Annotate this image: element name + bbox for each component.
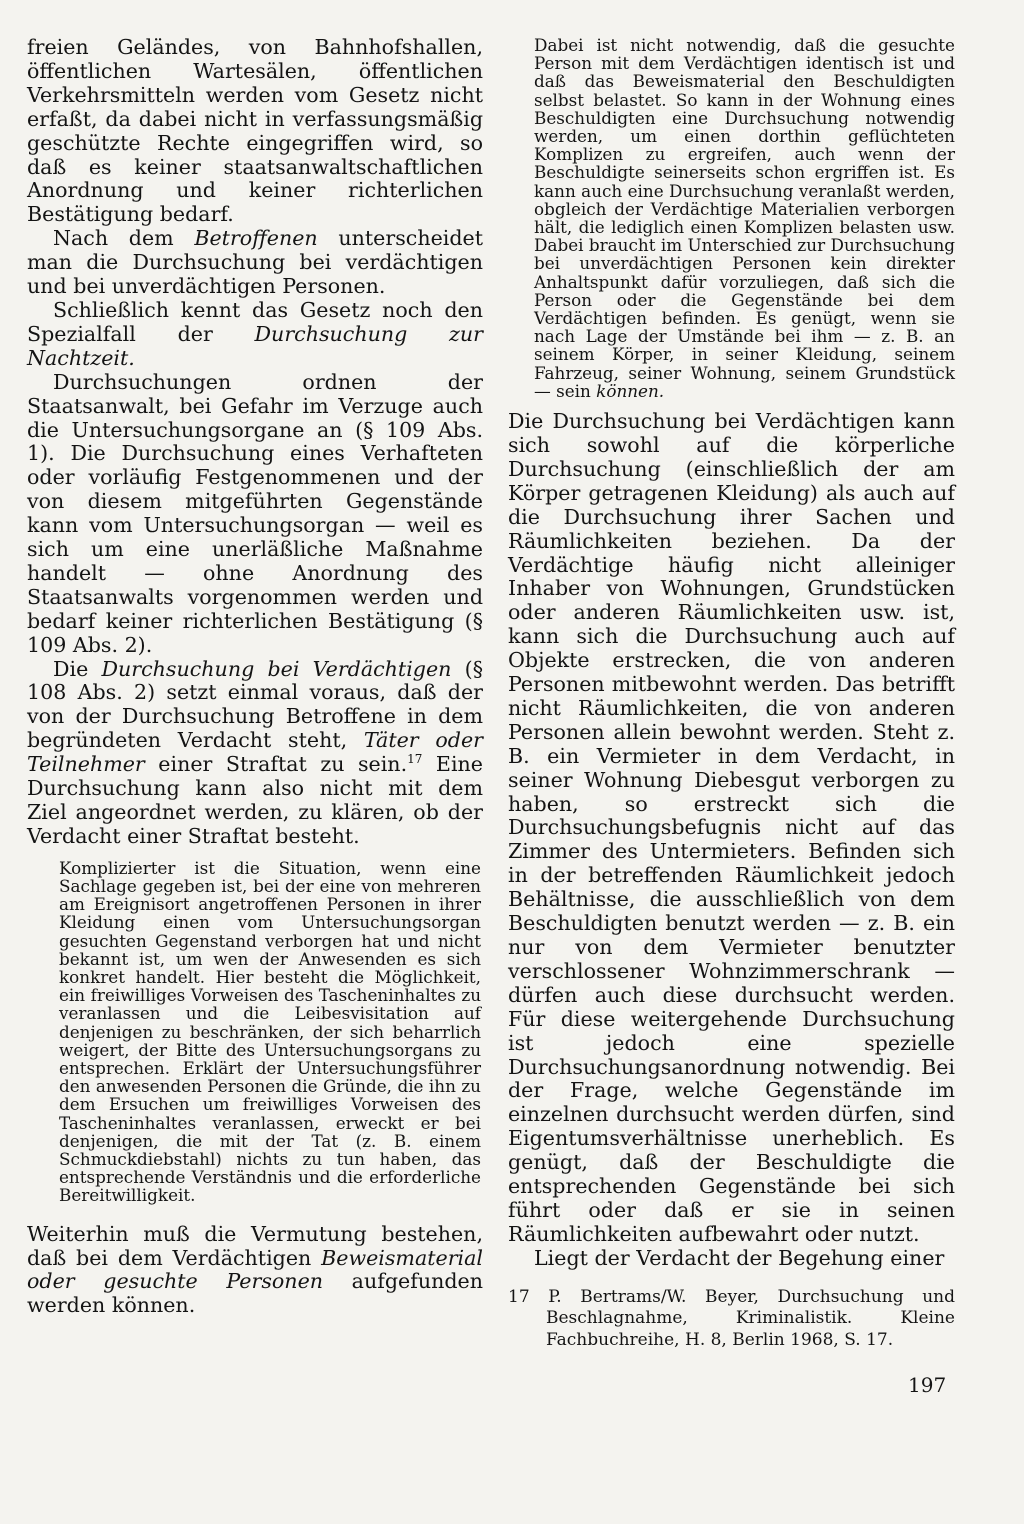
text-run: Die (53, 656, 102, 681)
text-run: (§ 108 Abs. 2) setzt einmal voraus, daß der von der Durchsuchung Betroffene in dem begründeten Verdacht steht, (27, 656, 483, 753)
page-number: 197 (908, 1373, 947, 1397)
right-column (508, 36, 955, 1352)
paragraph (27, 1223, 483, 1319)
text-run: Dabei ist nicht notwendig, daß die gesuchte Person mit dem Verdächtigen identisch ist und daß das Beweismaterial den Beschuldigten selbst belastet. So kann in der Wohnung eines Beschuldigten eine Durchsuchung notwendig werden, um einen dorthin geflüchteten Komplizen zu ergreifen, auch wenn der Beschuldigte seinerseits schon ergriffen ist. Es kann auch eine Durchsuchung veranlaßt werden, obgleich der Verdächtige Materialien verborgen hält, die lediglich einen Komplizen belasten usw. Dabei braucht im Unterschied zur Durchsuchung bei unverdächtigen Personen kein direkter Anhaltspunkt dafür vorzuliegen, daß sich die Person oder die Gegenstände bei dem Verdächtigen befinden. Es genügt, wenn sie nach Lage der Umstände bei ihm — z. B. an seinem Körper, in seiner Kleidung, seinem Fahrzeug, seiner Wohnung, seinem Grundstück — sein (534, 35, 955, 401)
paragraph (27, 227, 483, 299)
text-run: Schließlich kennt das Gesetz noch den Spezialfall der (27, 297, 483, 346)
emphasis: Täter oder Teilnehmer (27, 728, 483, 777)
paragraph: Die Durchsuchung bei Verdächtigen kann sich sowohl auf die körperliche Durchsuchung (einschließlich der am Körper getragenen Kleidung) als auch auf die Durchsuchung ihrer Sachen und Räumlichkeiten beziehen. Da der Verdächtige häufig nicht alleiniger Inhaber von Wohnungen, Grundstücken oder anderen Räumlichkeiten usw. ist, kann sich die Durchsuchung auch auf Objekte erstrecken, die von anderen Personen mitbewohnt werden. Das betrifft nicht Räumlichkeiten, die von anderen Personen allein bewohnt werden. Steht z. B. ein Vermieter in dem Verdacht, in seiner Wohnung Diebesgut verborgen zu haben, so erstreckt sich die Durchsuchungsbefugnis nicht auf das Zimmer des Untermieters. Befinden sich in der betreffenden Räumlichkeit jedoch Behältnisse, die ausschließlich von dem Beschuldigten benutzt werden — z. B. ein nur von dem Vermieter benutzter verschlossener Wohnzimmerschrank — dürfen auch diese durchsucht werden. Für diese weitergehende Durchsuchung ist jedoch eine spezielle Durchsuchungsanordnung notwendig. Bei der Frage, welche Gegenstände im einzelnen durchsucht werden dürfen, sind Eigentumsverhältnisse unerheblich. Es genügt, daß der Beschuldigte die entsprechenden Gegenstände bei sich führt oder daß er sie in seinen Räumlichkeiten aufbewahrt oder nutzt. (508, 409, 955, 1246)
paragraph (27, 299, 483, 371)
paragraph: freien Geländes, von Bahnhofshallen, öffentlichen Wartesälen, öffentlichen Verkehrsmitteln werden vom Gesetz nicht erfaßt, da dabei nicht in verfassungsmäßig geschützte Rechte eingegriffen wird, so daß es keiner staatsanwaltschaftlichen Anordnung und keiner richterlichen Bestätigung bedarf. (27, 35, 483, 227)
paragraph: Liegt der Verdacht der Begehung einer (534, 1245, 945, 1270)
text-run: aufgefunden werden können. (27, 1269, 483, 1318)
left-column (27, 36, 483, 1318)
emphasis: Betroffenen (194, 226, 318, 251)
text-run: Nach dem (53, 226, 195, 251)
emphasis: Durchsuchung zur Nachtzeit. (27, 321, 483, 370)
text-run: unterscheidet man die Durchsuchung bei verdächtigen und bei unverdächtigen Personen. (27, 226, 483, 299)
small-print-paragraph: Komplizierter ist die Situation, wenn eine Sachlage gegeben ist, bei der eine von mehreren am Ereignisort angetroffenen Personen in ihrer Kleidung einen vom Untersuchungsorgan gesuchten Gegenstand verborgen hat und nicht bekannt ist, um wen der Anwesenden es sich konkret handelt. Hier besteht die Möglichkeit, ein freiwilliges Vorweisen des Tascheninhaltes zu veranlassen und die Leibesvisitation auf denjenigen zu beschränken, der sich beharrlich weigert, der Bitte des Untersuchungsorgans zu entsprechen. Erklärt der Untersuchungsführer den anwesenden Personen die Gründe, die ihn zu dem Ersuchen um freiwilliges Vorweisen des Tascheninhaltes veranlassen, erweckt er bei denjenigen, die mit der Tat (z. B. einem Schmuckdiebstahl) nichts zu tun haben, das entsprechende Verständnis und die erforderliche Bereitwilligkeit. (59, 857, 481, 1206)
footnote: 17 P. Bertrams/W. Beyer, Durchsuchung und Beschlagnahme, Kriminalistik. Kleine Fachbuchreihe, H. 8, Berlin 1968, S. 17. (508, 1286, 955, 1351)
paragraph: Durchsuchungen ordnen der Staatsanwalt, bei Gefahr im Verzuge auch die Untersuchungsorgane an (§ 109 Abs. 1). Die Durchsuchung eines Verhafteten oder vorläufig Festgenommenen und der von diesem mitgeführten Gegenstände kann vom Untersuchungsorgan — weil es sich um eine unerläßliche Maßnahme handelt — ohne Anordnung des Staatsanwalts vorgenommen werden und bedarf keiner richterlichen Bestätigung (§ 109 Abs. 2). (27, 369, 483, 657)
emphasis: Durchsuchung bei Verdächtigen (101, 656, 452, 681)
footnote-marker: 17 (407, 752, 423, 767)
paragraph (27, 658, 483, 849)
emphasis: können. (596, 380, 665, 401)
emphasis: Beweismaterial oder gesuchte Personen (27, 1245, 483, 1294)
small-print-paragraph (508, 36, 955, 400)
text-run: einer Straftat zu sein. (144, 752, 408, 777)
text-run: Eine Durchsuchung kann also nicht mit dem Ziel angeordnet werden, zu klären, ob der Verdacht einer Straftat besteht. (27, 752, 483, 848)
text-run: Weiterhin muß die Vermutung bestehen, daß bei dem Verdächtigen (27, 1221, 483, 1270)
